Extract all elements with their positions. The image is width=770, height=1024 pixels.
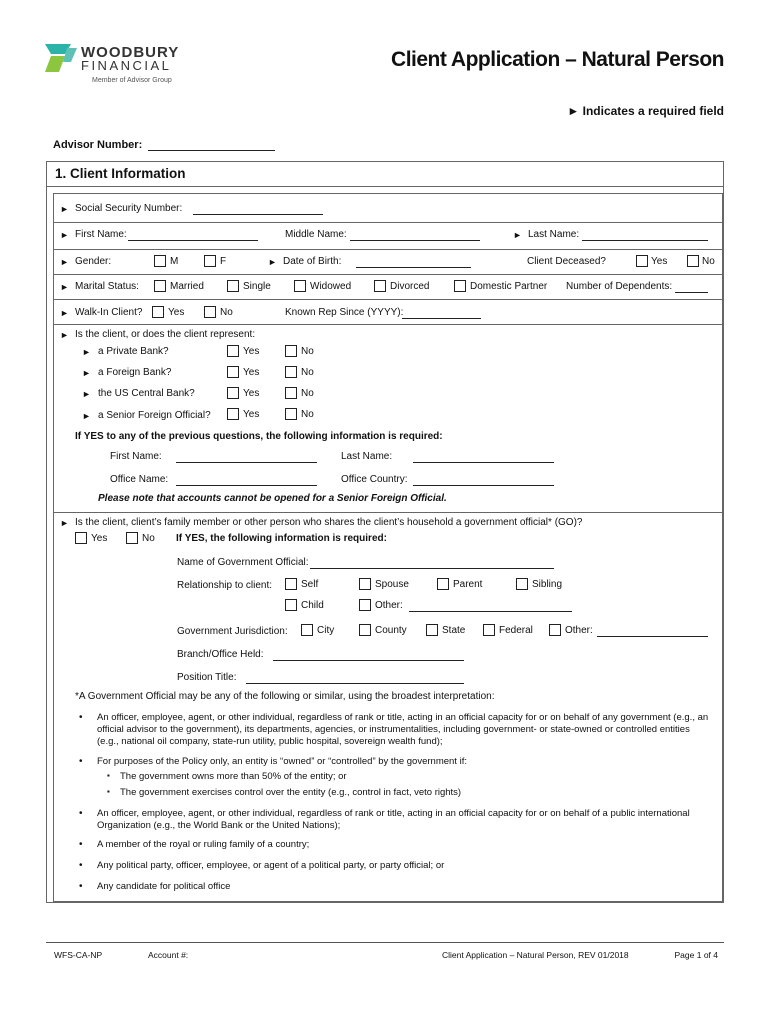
footer-form-title: Client Application – Natural Person, REV 01/2018 [442,950,629,960]
position-field[interactable] [246,683,464,684]
bullet-icon: • [79,839,83,850]
jurisdiction-label: Government Jurisdiction: [177,626,288,637]
office-name-field[interactable] [176,485,317,486]
single-checkbox[interactable] [227,280,239,292]
required-arrow-icon: ► [82,368,91,378]
required-field-note: ► Indicates a required field [567,104,724,118]
central-bank-no-checkbox[interactable] [285,387,297,399]
bullet-icon: ▪ [107,771,110,780]
deceased-yes-label: Yes [651,256,668,267]
footer-page-number: Page 1 of 4 [674,950,718,960]
required-arrow-icon: ► [60,257,69,267]
walkin-label: Walk-In Client? [75,307,143,318]
foreign-bank-yes-label: Yes [243,367,260,378]
if-yes-required-note: If YES to any of the previous questions, the following information is required: [75,431,443,442]
footer-form-id: WFS-CA-NP [54,950,103,960]
bullet-icon: • [79,860,83,871]
other-jurisdiction-label: Other: [565,625,593,636]
go-yes-checkbox[interactable] [75,532,87,544]
logo-word-1: WOODBURY [81,44,180,61]
deceased-yes-checkbox[interactable] [636,255,648,267]
self-label: Self [301,579,319,590]
dependents-field[interactable] [675,292,708,293]
walkin-yes-label: Yes [168,307,185,318]
definition-4: A member of the royal or ruling family of a country; [97,839,310,850]
ssn-field[interactable] [193,214,323,215]
definition-2: For purposes of the Policy only, an entity is “owned” or “controlled” by the government if: [97,756,467,767]
branch-field[interactable] [273,660,464,661]
gender-label: Gender: [75,256,112,267]
definition-1: An officer, employee, agent, or other individual, regardless of rank or title, acting in an official capacity for or on behalf of any government (e.g., an official advisor to the government), its departments, agencies, or instrumentalities, including government- or state-owned or controlled entities (e.g., national oil company, state-run utility, public hospital, sovereign wealth fund); [97,712,709,747]
child-checkbox[interactable] [285,599,297,611]
gender-m-label: M [170,256,179,267]
required-arrow-icon: ► [60,204,69,214]
office-country-label: Office Country: [341,474,408,485]
county-checkbox[interactable] [359,624,371,636]
dob-field[interactable] [356,267,471,268]
position-label: Position Title: [177,672,237,683]
required-arrow-icon: ► [60,330,69,340]
office-country-field[interactable] [413,485,554,486]
walkin-yes-checkbox[interactable] [152,306,164,318]
required-arrow-icon: ► [82,411,91,421]
definition-3: An officer, employee, agent, or other individual, regardless of rank or title, acting in an official capacity for or on behalf of a public international Organization (e.g., the World Bank or the United Nations); [97,808,690,831]
definition-6: Any candidate for political office [97,881,231,892]
foreign-bank-no-checkbox[interactable] [285,366,297,378]
divider [53,299,723,300]
central-bank-yes-checkbox[interactable] [227,387,239,399]
go-question: Is the client, client’s family member or other person who shares the client’s household a government official* (GO)? [75,517,583,528]
dependents-label: Number of Dependents: [566,281,673,292]
federal-label: Federal [499,625,533,636]
sibling-checkbox[interactable] [516,578,528,590]
deceased-no-label: No [702,256,715,267]
logo-mark-icon [45,44,77,72]
gender-m-checkbox[interactable] [154,255,166,267]
required-arrow-icon: ► [60,230,69,240]
bullet-icon: • [79,881,83,892]
last-name-2-field[interactable] [413,462,554,463]
gov-name-field[interactable] [310,568,554,569]
branch-label: Branch/Office Held: [177,649,264,660]
known-rep-field[interactable] [402,318,481,319]
go-definition-intro: *A Government Official may be any of the following or similar, using the broadest interpretation: [75,691,495,702]
advisor-number-label: Advisor Number: [53,139,143,151]
other-relationship-checkbox[interactable] [359,599,371,611]
senior-foreign-no-label: No [301,409,314,420]
gender-f-checkbox[interactable] [204,255,216,267]
divider [53,324,723,325]
divider [53,274,723,275]
middle-name-label: Middle Name: [285,229,347,240]
required-arrow-icon: ► [82,347,91,357]
domestic-partner-label: Domestic Partner [470,281,548,292]
section-title: 1. Client Information [55,166,186,181]
divider [53,512,723,513]
page-title: Client Application – Natural Person [391,48,724,71]
city-label: City [317,625,335,636]
advisor-number-field[interactable] [148,150,275,151]
go-no-label: No [142,533,155,544]
private-bank-yes-label: Yes [243,346,260,357]
relationship-label: Relationship to client: [177,580,273,591]
spouse-label: Spouse [375,579,409,590]
widowed-checkbox[interactable] [294,280,306,292]
central-bank-yes-label: Yes [243,388,260,399]
central-bank-no-label: No [301,388,314,399]
county-label: County [375,625,407,636]
represent-question: Is the client, or does the client represent: [75,329,256,340]
required-arrow-icon: ► [268,257,277,267]
self-checkbox[interactable] [285,578,297,590]
spouse-checkbox[interactable] [359,578,371,590]
senior-foreign-label: a Senior Foreign Official? [98,410,211,421]
logo-word-2: FINANCIAL [81,58,172,73]
foreign-bank-label: a Foreign Bank? [98,367,172,378]
foreign-bank-no-label: No [301,367,314,378]
central-bank-label: the US Central Bank? [98,388,195,399]
city-checkbox[interactable] [301,624,313,636]
go-required-note: If YES, the following information is required: [176,533,387,544]
other-relationship-field[interactable] [409,611,572,612]
bullet-icon: ▪ [107,787,110,796]
federal-checkbox[interactable] [483,624,495,636]
senior-official-note: Please note that accounts cannot be opened for a Senior Foreign Official. [98,493,447,504]
first-name-field[interactable] [128,240,258,241]
private-bank-label: a Private Bank? [98,346,169,357]
office-name-label: Office Name: [110,474,169,485]
domestic-partner-checkbox[interactable] [454,280,466,292]
company-logo [45,44,195,92]
required-arrow-icon: ► [513,230,522,240]
definition-2b: The government exercises control over the entity (e.g., control in fact, veto rights) [120,787,462,798]
walkin-no-checkbox[interactable] [204,306,216,318]
deceased-label: Client Deceased? [527,256,606,267]
required-arrow-icon: ► [60,518,69,528]
married-label: Married [170,281,204,292]
last-name-label: Last Name: [528,229,580,240]
single-label: Single [243,281,271,292]
last-name-field[interactable] [582,240,708,241]
divorced-checkbox[interactable] [374,280,386,292]
divider [53,249,723,250]
first-name-2-label: First Name: [110,451,162,462]
bullet-icon: • [79,712,83,723]
walkin-no-label: No [220,307,233,318]
footer-rule [46,942,724,943]
first-name-label: First Name: [75,229,127,240]
definition-5: Any political party, officer, employee, or agent of a political party, or party official; or [97,860,445,871]
last-name-2-label: Last Name: [341,451,393,462]
marital-status-label: Marital Status: [75,281,139,292]
other-jurisdiction-checkbox[interactable] [549,624,561,636]
go-no-checkbox[interactable] [126,532,138,544]
required-arrow-icon: ► [82,389,91,399]
state-checkbox[interactable] [426,624,438,636]
go-yes-label: Yes [91,533,108,544]
senior-foreign-yes-label: Yes [243,409,260,420]
gov-name-label: Name of Government Official: [177,557,309,568]
parent-checkbox[interactable] [437,578,449,590]
widowed-label: Widowed [310,281,352,292]
senior-foreign-yes-checkbox[interactable] [227,408,239,420]
bullet-icon: • [79,808,83,819]
bullet-icon: • [79,756,83,767]
known-rep-label: Known Rep Since (YYYY): [285,307,404,318]
middle-name-field[interactable] [350,240,480,241]
first-name-2-field[interactable] [176,462,317,463]
private-bank-no-label: No [301,346,314,357]
married-checkbox[interactable] [154,280,166,292]
ssn-label: Social Security Number: [75,203,183,214]
sibling-label: Sibling [532,579,563,590]
other-jurisdiction-field[interactable] [597,636,708,637]
required-arrow-icon: ► [60,282,69,292]
deceased-no-checkbox[interactable] [687,255,699,267]
other-relationship-label: Other: [375,600,403,611]
divorced-label: Divorced [390,281,430,292]
foreign-bank-yes-checkbox[interactable] [227,366,239,378]
child-label: Child [301,600,324,611]
required-arrow-icon: ► [60,308,69,318]
divider [53,222,723,223]
footer-account: Account #: [148,950,189,960]
gender-f-label: F [220,256,227,267]
logo-tagline: Member of Advisor Group [92,77,172,84]
private-bank-no-checkbox[interactable] [285,345,297,357]
senior-foreign-no-checkbox[interactable] [285,408,297,420]
dob-label: Date of Birth: [283,256,342,267]
private-bank-yes-checkbox[interactable] [227,345,239,357]
state-label: State [442,625,466,636]
definition-2a: The government owns more than 50% of the entity; or [120,771,347,782]
parent-label: Parent [453,579,483,590]
